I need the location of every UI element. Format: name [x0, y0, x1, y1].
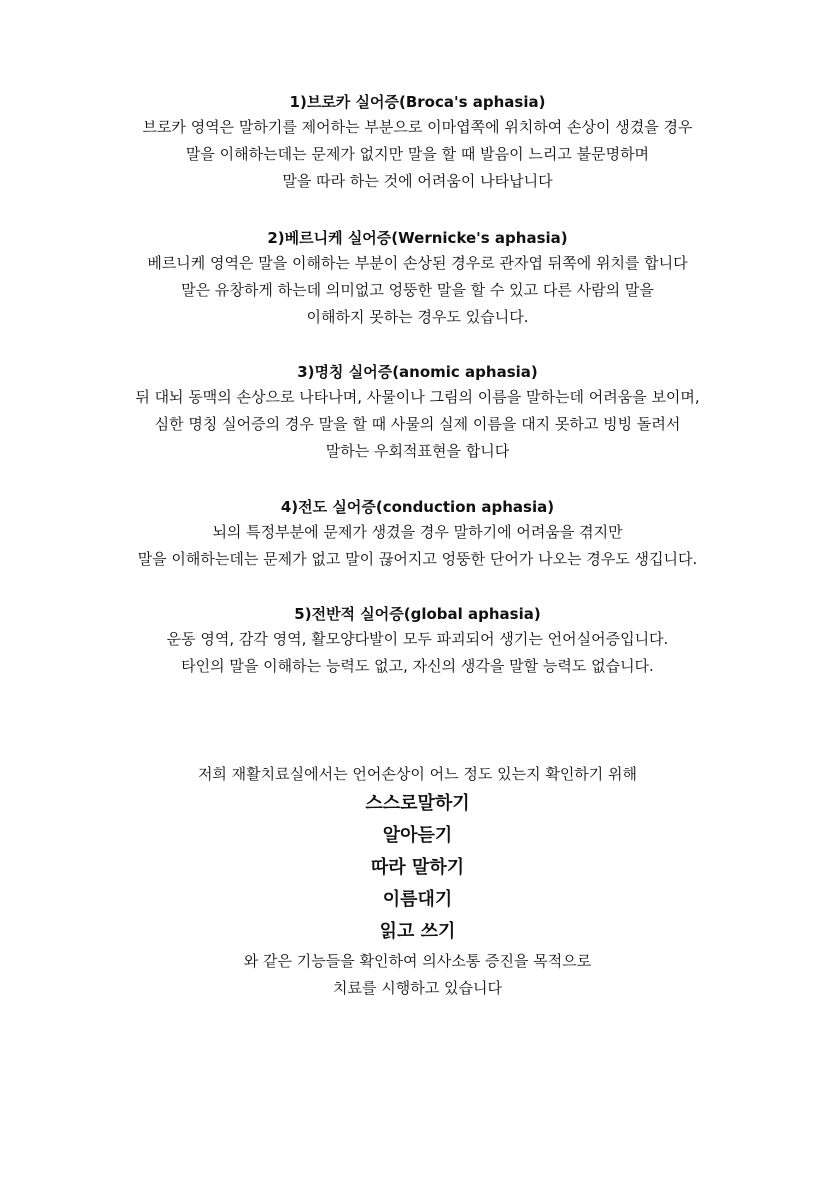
section-text-line: 운동 영역, 감각 영역, 활모양다발이 모두 파괴되어 생기는 언어실어증입니다.: [166, 630, 669, 648]
section-broca-aphasia: [0, 92, 835, 195]
closing-section: [0, 761, 835, 1002]
section-text-line: 말을 이해하는데는 문제가 없지만 말을 할 때 발음이 느리고 불문명하며: [185, 145, 650, 163]
section-text-line: 베르니케 영역은 말을 이해하는 부분이 손상된 경우로 관자엽 뒤쪽에 위치를 합니다: [147, 254, 688, 272]
section-heading: 5)전반적 실어증(global aphasia): [294, 605, 541, 623]
function-item: 이름대기: [382, 889, 453, 910]
section-heading: 2)베르니케 실어증(Wernicke's aphasia): [267, 229, 568, 247]
section-heading: 1)브로카 실어증(Broca's aphasia): [289, 93, 546, 111]
function-item: 따라 말하기: [370, 857, 465, 878]
section-text-line: 이해하지 못하는 경우도 있습니다.: [306, 308, 529, 326]
section-text-line: 말을 따라 하는 것에 어려움이 나타납니다: [282, 172, 553, 190]
section-text-line: 말을 이해하는데는 문제가 없고 말이 끊어지고 엉뚱한 단어가 나오는 경우도 생깁니다.: [137, 550, 698, 568]
closing-outro-line: 와 같은 기능들을 확인하여 의사소통 증진을 목적으로: [243, 952, 592, 970]
section-conduction-aphasia: [0, 497, 835, 573]
section-text-line: 심한 명칭 실어증의 경우 말을 할 때 사물의 실제 이름을 대지 못하고 빙빙 돌려서: [154, 415, 681, 433]
section-heading: 3)명칭 실어증(anomic aphasia): [297, 363, 538, 381]
function-item: 스스로말하기: [365, 793, 470, 814]
section-anomic-aphasia: [0, 362, 835, 465]
section-text-line: 말은 유창하게 하는데 의미없고 엉뚱한 말을 할 수 있고 다른 사람의 말을: [181, 281, 654, 299]
function-item: 읽고 쓰기: [379, 921, 456, 942]
section-wernicke-aphasia: [0, 228, 835, 331]
section-text-line: 뇌의 특정부분에 문제가 생겼을 경우 말하기에 어려움을 겪지만: [212, 523, 623, 541]
section-global-aphasia: [0, 604, 835, 680]
section-text-line: 말하는 우회적표현을 합니다: [325, 442, 510, 460]
closing-intro: 저희 재활치료실에서는 언어손상이 어느 정도 있는지 확인하기 위해: [197, 765, 638, 783]
section-heading: 4)전도 실어증(conduction aphasia): [280, 498, 555, 516]
closing-outro-line: 치료를 시행하고 있습니다: [333, 979, 502, 997]
section-text-line: 브로카 영역은 말하기를 제어하는 부분으로 이마엽쪽에 위치하여 손상이 생겼을 경우: [142, 118, 693, 136]
section-text-line: 타인의 말을 이해하는 능력도 없고, 자신의 생각을 말할 능력도 없습니다.: [181, 657, 654, 675]
function-item: 알아듣기: [382, 825, 453, 846]
section-text-line: 뒤 대뇌 동맥의 손상으로 나타나며, 사물이나 그림의 이름을 말하는데 어려움을 보이며,: [135, 388, 700, 406]
